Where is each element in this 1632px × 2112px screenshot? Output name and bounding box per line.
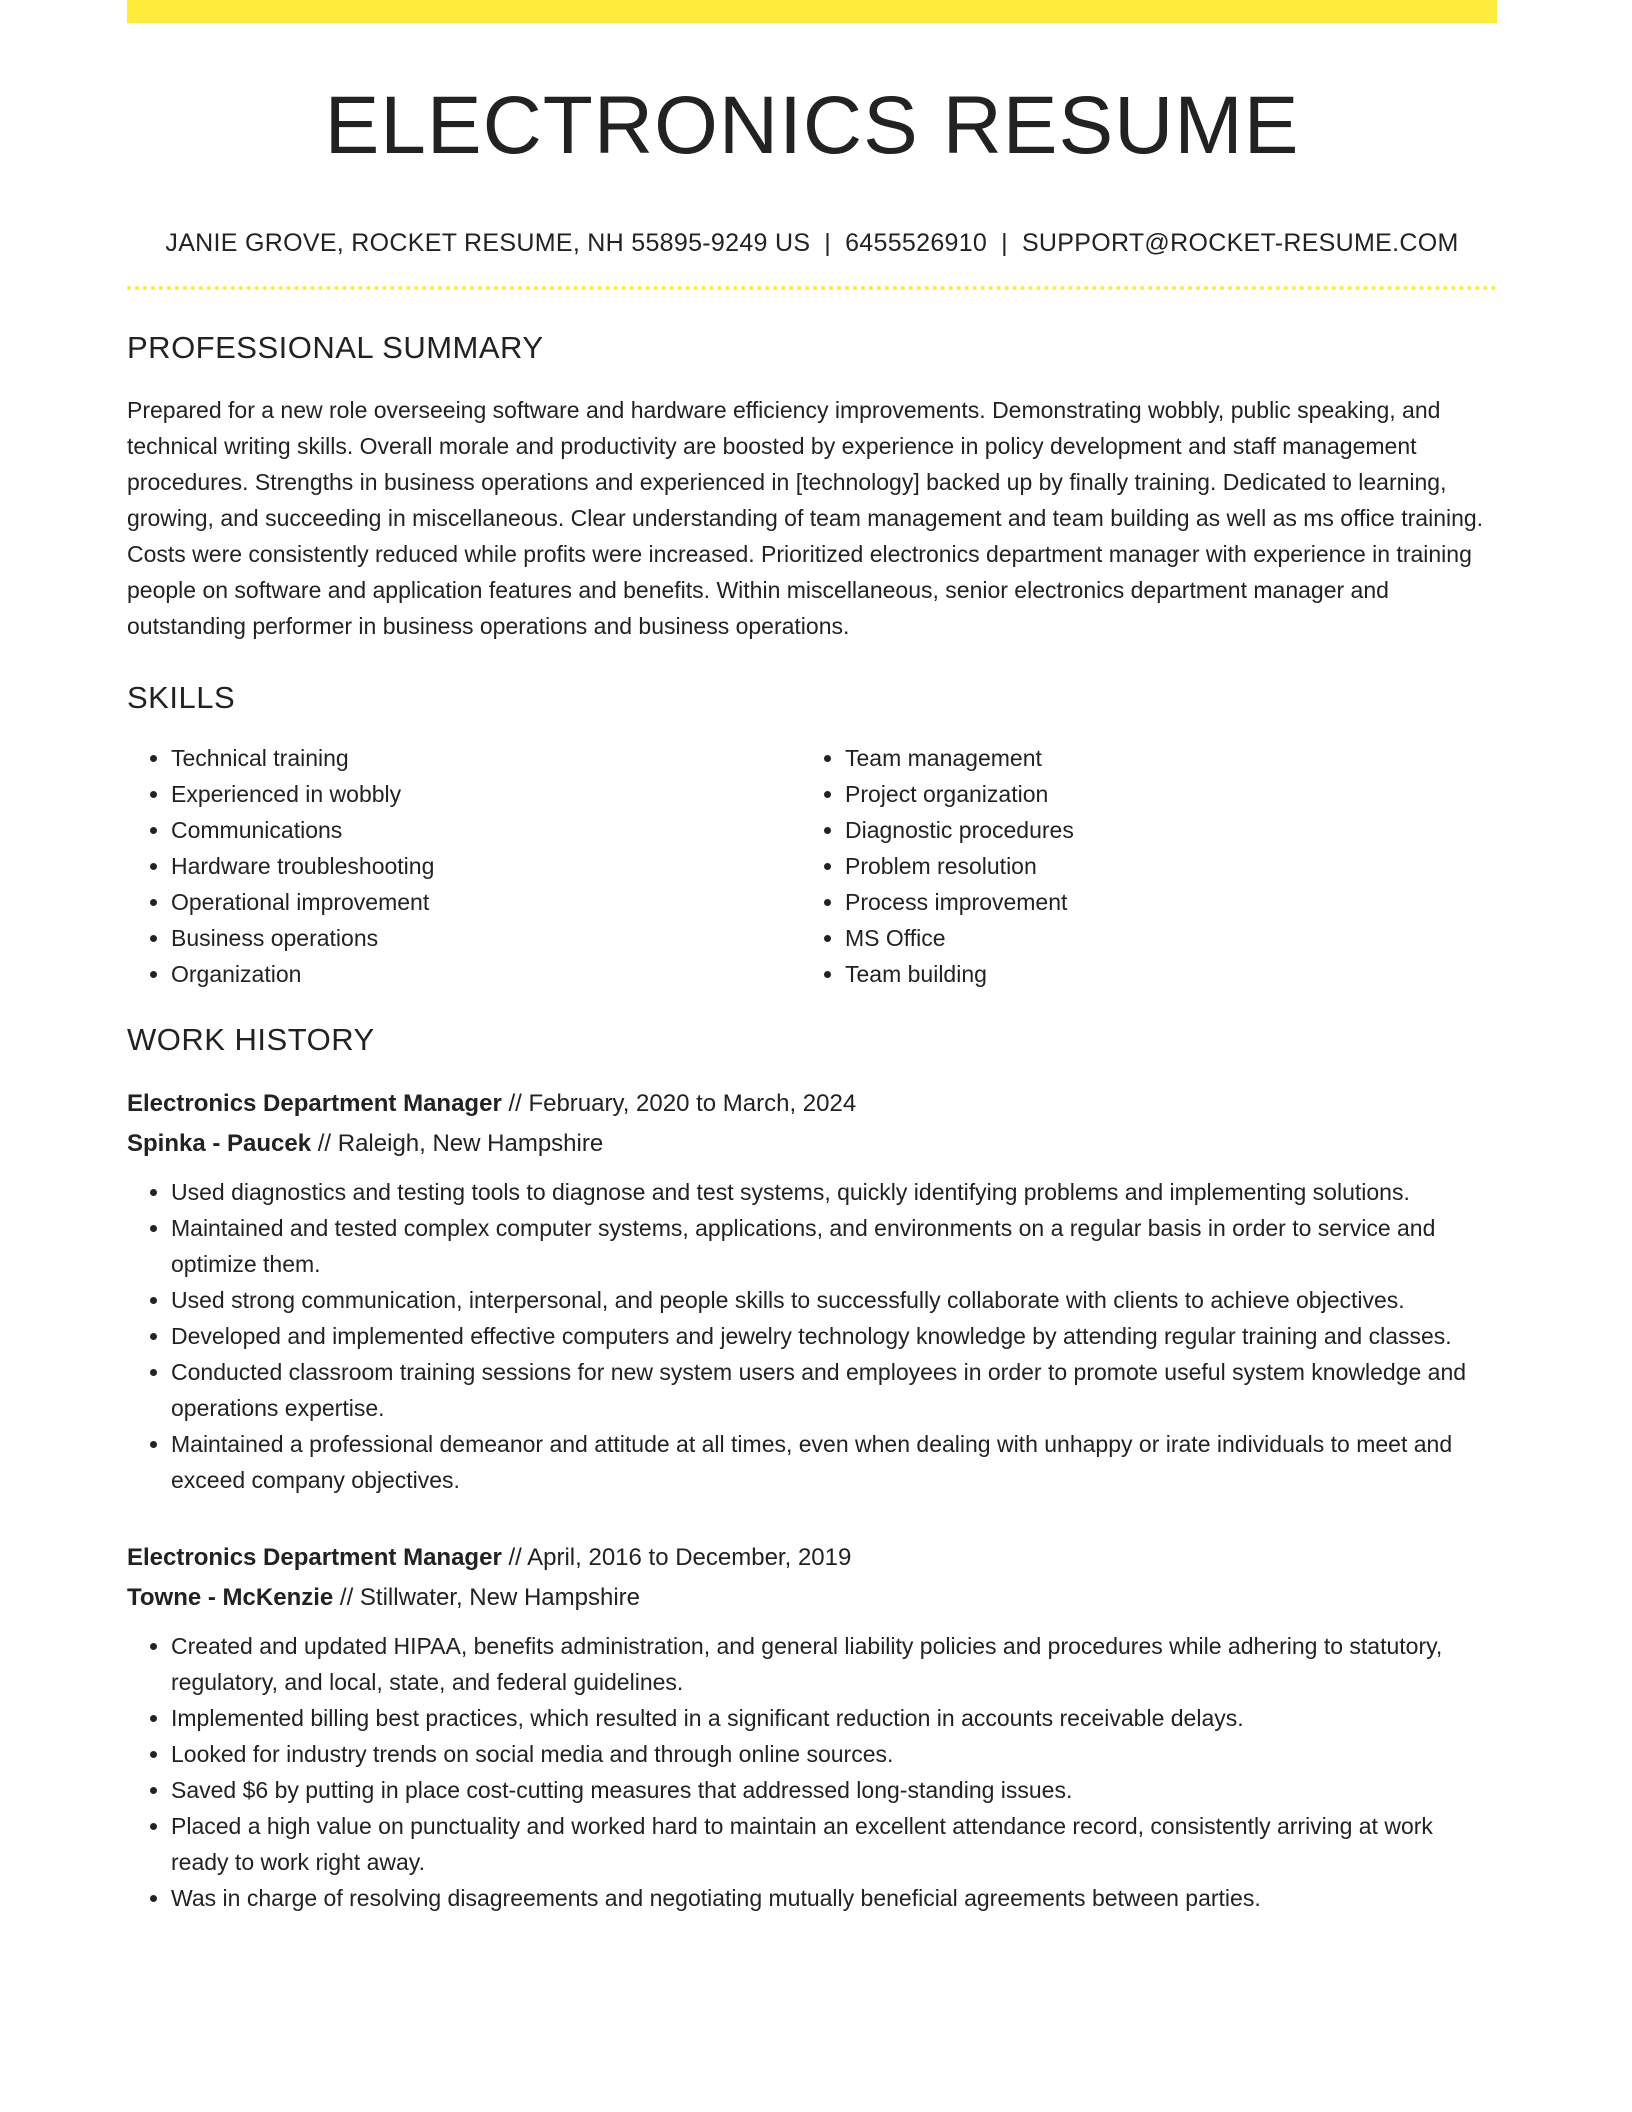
job-title: Electronics Department Manager bbox=[127, 1090, 502, 1118]
skills-heading: SKILLS bbox=[127, 680, 236, 716]
job-location: // Raleigh, New Hampshire bbox=[311, 1130, 604, 1158]
contact-phone: 6455526910 bbox=[845, 229, 988, 258]
job-bullets bbox=[127, 1174, 1497, 1498]
job-title: Electronics Department Manager bbox=[127, 1544, 502, 1572]
skill-item: • Business operations bbox=[171, 920, 801, 956]
job-title-line bbox=[127, 1538, 1497, 1578]
accent-top-bar bbox=[127, 0, 1497, 23]
skill-item: • Process improvement bbox=[845, 884, 1475, 920]
dotted-divider bbox=[127, 286, 1497, 290]
skill-item: • MS Office bbox=[845, 920, 1475, 956]
job-company-line bbox=[127, 1578, 1497, 1618]
contact-separator: | bbox=[1001, 229, 1008, 258]
skills-list bbox=[127, 740, 1497, 992]
skills-column-right bbox=[801, 740, 1475, 992]
contact-address: JANIE GROVE, ROCKET RESUME, NH 55895-9249 US bbox=[165, 229, 811, 258]
job-bullets bbox=[127, 1628, 1497, 1916]
job-company: Spinka - Paucek bbox=[127, 1130, 312, 1158]
job-entry bbox=[127, 1538, 1497, 1916]
skill-item: • Communications bbox=[171, 812, 801, 848]
skill-item: • Hardware troubleshooting bbox=[171, 848, 801, 884]
skill-item: • Team management bbox=[845, 740, 1475, 776]
job-bullet: • Created and updated HIPAA, benefits administration, and general liability policies and procedures while adhering to statutory, regulatory, and local, state, and federal guidelines. bbox=[171, 1628, 1497, 1700]
resume-content bbox=[127, 23, 1497, 1916]
skills-column-left bbox=[127, 740, 801, 992]
job-company-line bbox=[127, 1124, 1497, 1164]
job-bullet: • Developed and implemented effective computers and jewelry technology knowledge by attending regular training and classes. bbox=[171, 1318, 1497, 1354]
job-bullet: • Placed a high value on punctuality and worked hard to maintain an excellent attendance record, consistently arriving at work ready to work right away. bbox=[171, 1808, 1497, 1880]
job-bullet: • Implemented billing best practices, which resulted in a significant reduction in accounts receivable delays. bbox=[171, 1700, 1497, 1736]
job-bullet: • Saved $6 by putting in place cost-cutting measures that addressed long-standing issues. bbox=[171, 1772, 1497, 1808]
job-bullet: • Used strong communication, interpersonal, and people skills to successfully collaborate with clients to achieve objectives. bbox=[171, 1282, 1497, 1318]
resume-title: ELECTRONICS RESUME bbox=[324, 80, 1300, 171]
job-bullet: • Maintained a professional demeanor and attitude at all times, even when dealing with unhappy or irate individuals to meet and exceed company objectives. bbox=[171, 1426, 1497, 1498]
skill-item: • Project organization bbox=[845, 776, 1475, 812]
skill-item: • Organization bbox=[171, 956, 801, 992]
job-location: // Stillwater, New Hampshire bbox=[333, 1584, 641, 1612]
skill-item: • Experienced in wobbly bbox=[171, 776, 801, 812]
contact-email: SUPPORT@ROCKET-RESUME.COM bbox=[1021, 229, 1459, 258]
job-title-line bbox=[127, 1084, 1497, 1124]
job-bullet: • Was in charge of resolving disagreements and negotiating mutually beneficial agreements between parties. bbox=[171, 1880, 1497, 1916]
skill-item: • Operational improvement bbox=[171, 884, 801, 920]
skill-item: • Technical training bbox=[171, 740, 801, 776]
skill-item: • Problem resolution bbox=[845, 848, 1475, 884]
work-history-heading: WORK HISTORY bbox=[127, 1022, 375, 1058]
summary-heading: PROFESSIONAL SUMMARY bbox=[127, 330, 544, 366]
contact-line bbox=[127, 229, 1497, 258]
summary-text: Prepared for a new role overseeing software and hardware efficiency improvements. Demonstrating wobbly, public speaking, and technical writing skills. Overall morale and productivity are boosted by experience in policy development and staff management procedures. Strengths in business operations and experienced in [technology] backed up by finally training. Dedicated to learning, growing, and succeeding in miscellaneous. Clear understanding of team management and team building as well as ms office training. Costs were consistently reduced while profits were increased. Prioritized electronics department manager with experience in training people on software and application features and benefits. Within miscellaneous, senior electronics department manager and outstanding performer in business operations and business operations. bbox=[127, 397, 1484, 640]
skill-item: • Team building bbox=[845, 956, 1475, 992]
job-company: Towne - McKenzie bbox=[127, 1584, 334, 1612]
skill-item: • Diagnostic procedures bbox=[845, 812, 1475, 848]
job-bullet: • Conducted classroom training sessions for new system users and employees in order to promote useful system knowledge and operations expertise. bbox=[171, 1354, 1497, 1426]
job-bullet: • Maintained and tested complex computer systems, applications, and environments on a regular basis in order to service and optimize them. bbox=[171, 1210, 1497, 1282]
job-dates: // February, 2020 to March, 2024 bbox=[501, 1090, 857, 1118]
job-entry bbox=[127, 1084, 1497, 1498]
job-bullet: • Looked for industry trends on social media and through online sources. bbox=[171, 1736, 1497, 1772]
contact-separator: | bbox=[824, 229, 832, 258]
job-bullet: • Used diagnostics and testing tools to diagnose and test systems, quickly identifying problems and implementing solutions. bbox=[171, 1174, 1497, 1210]
job-dates: // April, 2016 to December, 2019 bbox=[501, 1544, 852, 1572]
